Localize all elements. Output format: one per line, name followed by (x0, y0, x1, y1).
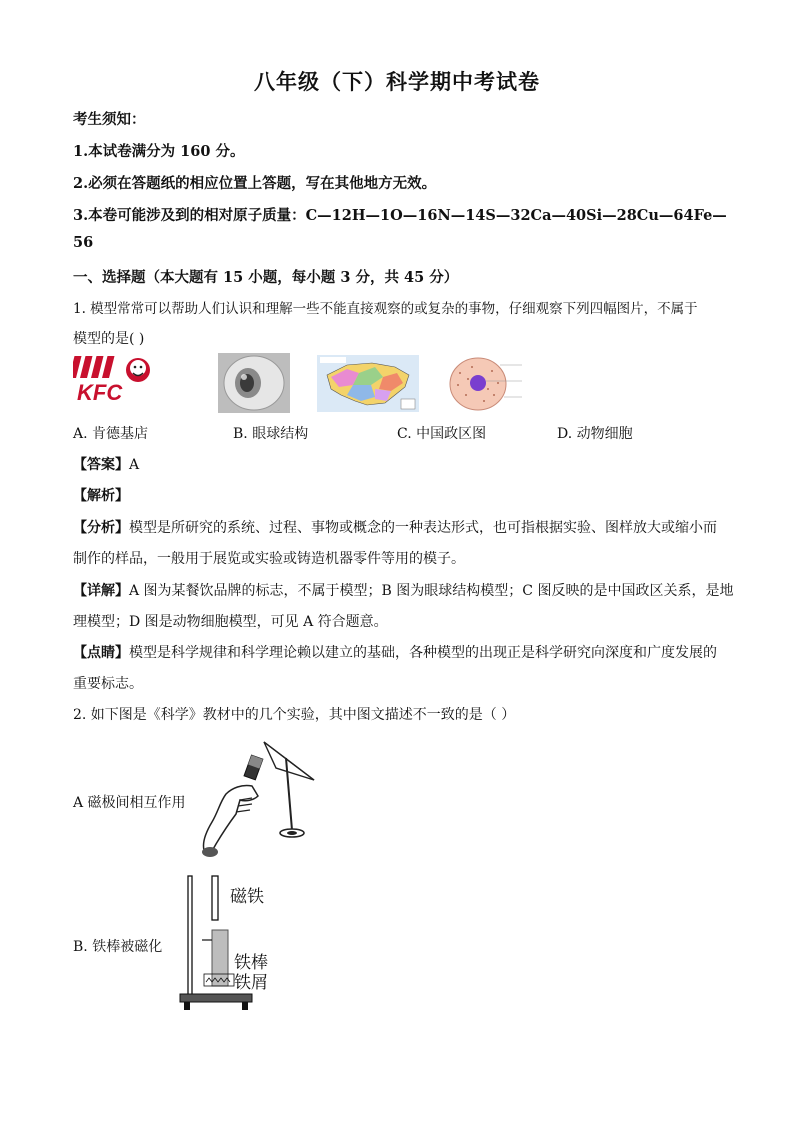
label-magnet: 磁铁 (230, 887, 264, 907)
xiangjie-tag: 【详解】 (73, 583, 129, 599)
q1-option-d: D. 动物细胞 (557, 426, 633, 442)
notice-item-1: 1.本试卷满分为 160 分。 (73, 143, 245, 160)
q1-answer (73, 454, 139, 474)
iron-rod-magnetized-image (178, 874, 288, 1012)
dianjing-tag: 【点睛】 (73, 645, 129, 661)
notice-item-3: 3.本卷可能涉及到的相对原子质量：C—12H—1O—16N—14S—32Ca—40Si—28Cu—64Fe— (73, 207, 727, 224)
eyeball-model-image (218, 353, 290, 413)
q1-fenxi-line2: 制作的样品，一般用于展览或实验或铸造机器零件等用的模子。 (73, 551, 465, 567)
q1-stem-line1: 1. 模型常常可以帮助人们认识和理解一些不能直接观察的或复杂的事物，仔细观察下列四幅图片，不属于 (73, 301, 698, 317)
label-iron-rod: 铁棒 (234, 953, 268, 973)
animal-cell-image (446, 355, 524, 412)
china-map-image (317, 355, 419, 412)
q1-xiangjie-line1 (73, 580, 733, 600)
q1-dianjing-line2: 重要标志。 (73, 676, 143, 692)
answer-tag: 【答案】 (73, 457, 129, 473)
q1-option-a: A. 肯德基店 (73, 426, 149, 442)
fenxi-tag: 【分析】 (73, 520, 129, 536)
kfc-logo-text: KFC (77, 380, 123, 405)
section-heading: 一、选择题（本大题有 15 小题，每小题 3 分，共 45 分） (73, 269, 459, 286)
fenxi-text-1: 模型是所研究的系统、过程、事物或概念的一种表达形式，也可指根据实验、图样放大或缩小而 (129, 520, 717, 536)
q1-stem-line2: 模型的是( ) (73, 331, 145, 347)
notice-item-2: 2.必须在答题纸的相应位置上答题，写在其他地方无效。 (73, 175, 437, 192)
label-iron-filings: 铁屑 (234, 973, 268, 993)
q1-xiangjie-line2: 理模型；D 图是动物细胞模型，可见 A 符合题意。 (73, 614, 388, 630)
dianjing-text-1: 模型是科学规律和科学理论赖以建立的基础，各种模型的出现正是科学研究向深度和广度发展的 (129, 645, 717, 661)
q1-analysis-tag (73, 485, 129, 505)
xiangjie-text-1: A 图为某餐饮品牌的标志，不属于模型；B 图为眼球结构模型；C 图反映的是中国政区关系，是地 (129, 583, 734, 599)
q1-option-b: B. 眼球结构 (233, 426, 309, 442)
answer-value: A (129, 457, 140, 473)
q1-fenxi-line1 (73, 517, 717, 537)
notice-item-3-cont: 56 (73, 234, 94, 251)
analysis-tag: 【解析】 (73, 488, 129, 504)
magnet-interaction-image (196, 738, 316, 862)
q2-option-a: A 磁极间相互作用 (73, 795, 186, 811)
notice-heading: 考生须知： (73, 111, 146, 128)
q1-option-c: C. 中国政区图 (397, 426, 487, 442)
kfc-logo-image (73, 354, 153, 406)
q2-option-b: B. 铁棒被磁化 (73, 939, 163, 955)
page-title: 八年级（下）科学期中考试卷 (254, 69, 540, 94)
q2-stem: 2. 如下图是《科学》教材中的几个实验，其中图文描述不一致的是（ ） (73, 707, 516, 723)
q1-dianjing-line1 (73, 642, 717, 662)
